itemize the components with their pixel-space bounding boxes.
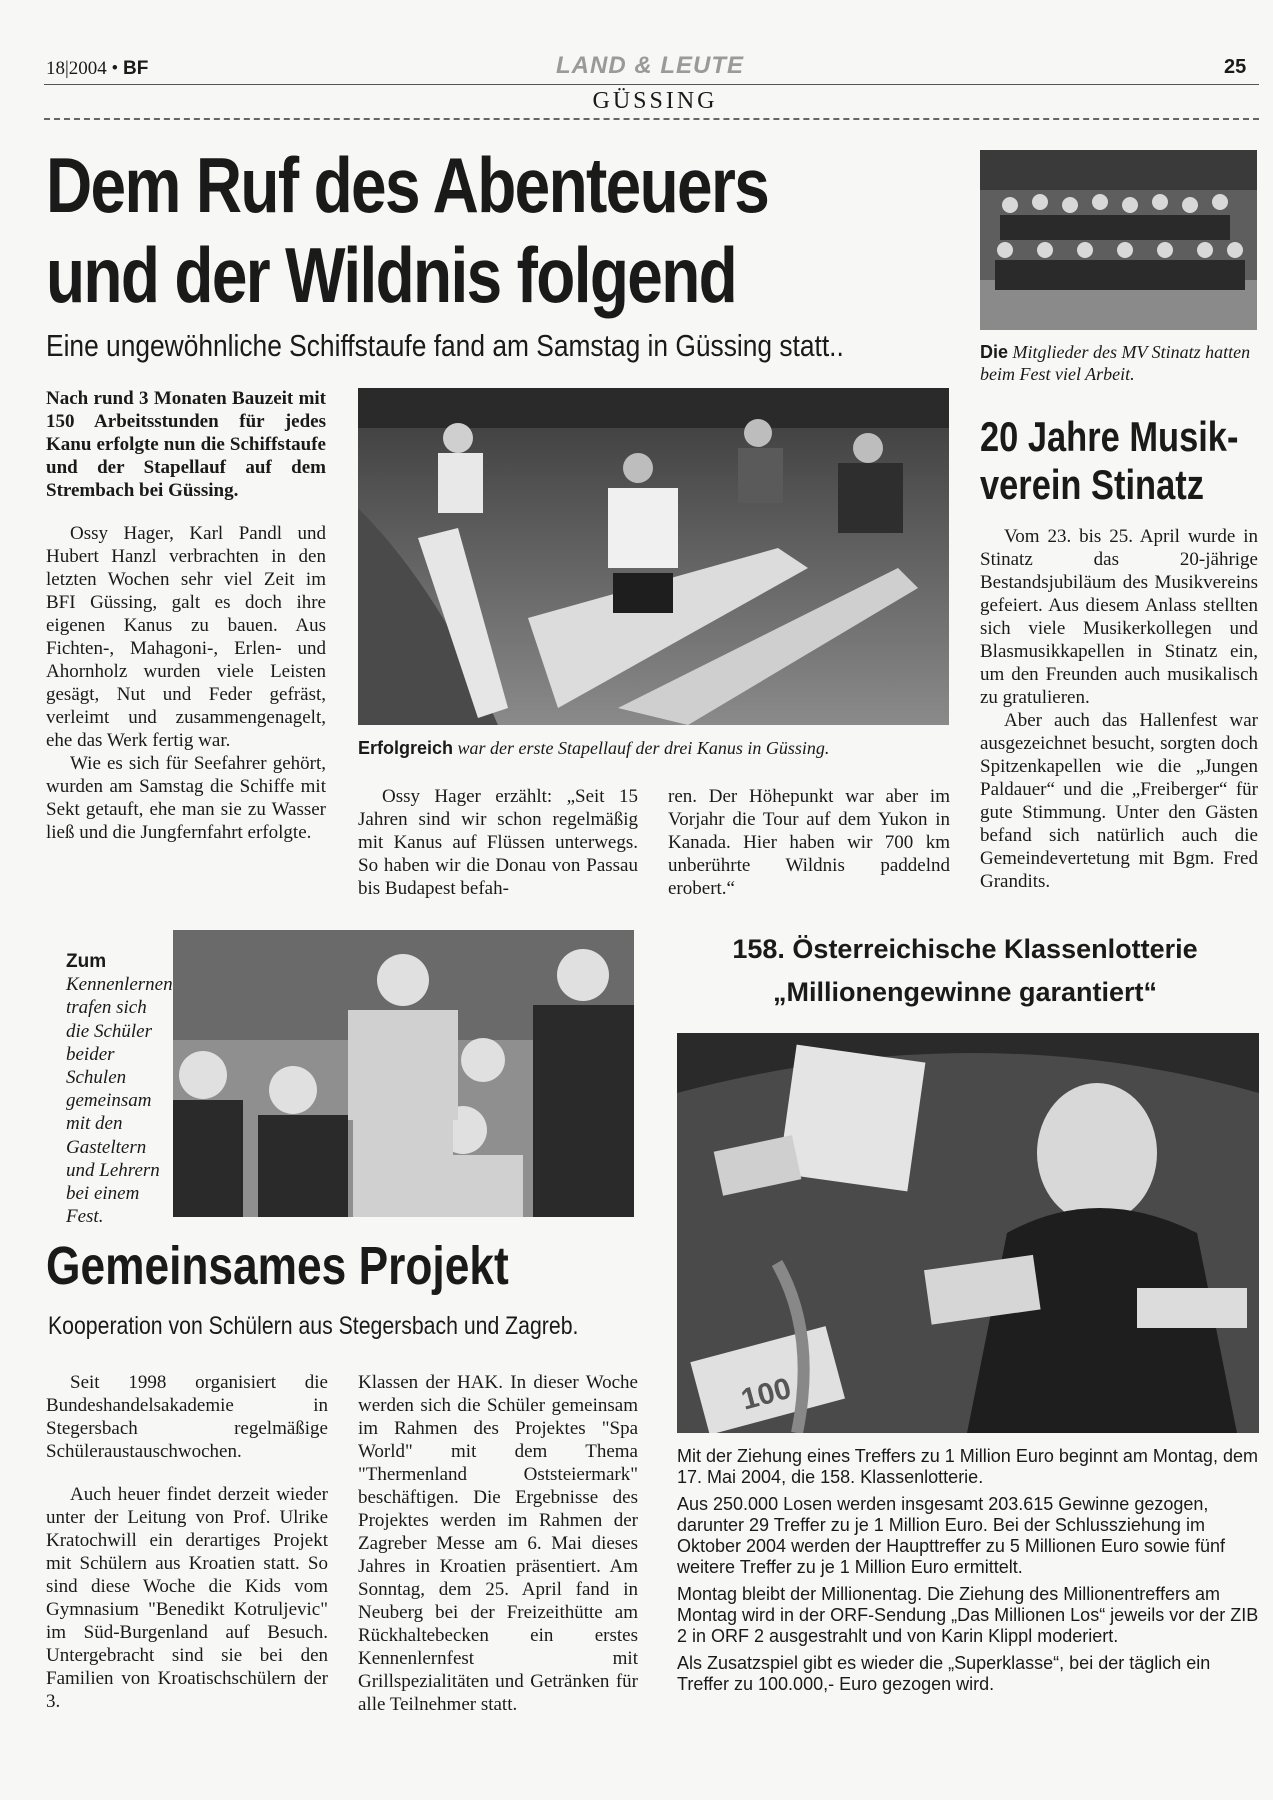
- band-photo-graphic: [980, 150, 1257, 330]
- lottery-title: [670, 934, 1260, 1008]
- article-subheadline: Eine ungewöhnliche Schiffstaufe fand am Samstag in Güssing statt..: [46, 328, 844, 363]
- headline-line: 20 Jahre Musik-: [980, 413, 1239, 460]
- article-column: [980, 525, 1258, 893]
- article-column: [358, 785, 638, 900]
- issue-number: 18|2004 •: [46, 58, 119, 79]
- caption-bold: Erfolgreich: [358, 738, 454, 758]
- article-headline: Gemeinsames Projekt: [46, 1236, 509, 1296]
- photo-caption: [980, 341, 1260, 385]
- photo-caption: [358, 737, 958, 759]
- caption-bold: Zum: [66, 951, 107, 972]
- canoe-photo-graphic: [358, 388, 949, 725]
- article-paragraph: Montag bleibt der Millionentag. Die Ziehung des Millionentreffers am Montag wird in der ORF-Sendung „Das Millionen Los“ jeweils vor der ZIB 2 in ORF 2 ausgestrahlt und von Karin Klippl moderiert.: [677, 1584, 1259, 1646]
- headline-line: Dem Ruf des Abenteuers: [46, 141, 769, 229]
- banknote-label: 100: [737, 1371, 795, 1417]
- header-rule: [44, 84, 1259, 85]
- article-column: [46, 387, 326, 844]
- section-title: GÜSSING: [592, 88, 718, 114]
- article-paragraph: Aus 250.000 Losen werden insgesamt 203.615 Gewinne gezogen, darunter 29 Treffer zu je 1 Million Euro. Bei der Schlussziehung im Oktober 2004 werden der Haupttreffer zu 5 Millionen Euro sowie fünf weitere Treffer zu je 1 Million Euro ermittelt.: [677, 1494, 1225, 1577]
- article-paragraph: Klassen der HAK. In dieser Woche werden sich die Schüler gemeinsam im Rahmen des Projektes "Spa World" mit dem Thema "Thermenland Oststeiermark" beschäftigen. Die Ergebnisse des Projektes werden im Rahmen der Zagreber Messe am 6. Mai dieses Jahres in Kroatien präsentiert. Am Sonntag, dem 25. April fand in Neuberg bei der Freizeithütte am Rückhaltebecken ein erstes Kennenlernfest mit Grillspezialitäten und Getränken für alle Teilnehmer statt.: [358, 1372, 638, 1715]
- caption-bold: Die: [980, 342, 1009, 362]
- band-photo: [980, 150, 1257, 330]
- article-headline: [46, 140, 800, 320]
- headline-line: verein Stinatz: [980, 461, 1204, 508]
- headline-line: und der Wildnis folgend: [46, 231, 737, 319]
- lottery-title-line: 158. Österreichische Klassenlotterie: [732, 934, 1198, 964]
- article-paragraph: Wie es sich für Seefahrer gehört, wurden am Samstag die Schiffe mit Sekt getauft, ehe man sie zu Wasser ließ und die Jungfernfahrt erfolgte.: [46, 753, 326, 843]
- lottery-photo: [677, 1033, 1259, 1433]
- page-number: 25: [1224, 56, 1247, 78]
- students-photo: [173, 930, 634, 1217]
- article-paragraph: Als Zusatzspiel gibt es wieder die „Superklasse“, bei der täglich ein Treffer zu 100.000,- Euro gezogen wird.: [677, 1653, 1211, 1694]
- article-column: [668, 785, 950, 900]
- article-paragraph: Vom 23. bis 25. April wurde in Stinatz das 20-jährige Bestandsjubiläum des Musikvereins gefeiert. Aus diesem Anlass stellten sich viele Musikerkollegen und Blasmusikkapellen in Stinatz ein, um den Freunden auch musikalisch zu gratulieren.: [980, 526, 1258, 708]
- article-column: [46, 1371, 328, 1713]
- photo-caption: [66, 950, 173, 1228]
- paper-name: BF: [122, 58, 149, 79]
- article-paragraph: ren. Der Höhepunkt war aber im Vorjahr die Tour auf dem Yukon in Kanada. Hier haben wir 700 km unberührte Wildnis paddelnd erobert.“: [668, 786, 950, 899]
- article-lead: Nach rund 3 Monaten Bauzeit mit 150 Arbeitsstunden für jedes Kanu erfolgte nun die Schiffstaufe und der Stapellauf auf dem Strembach bei Güssing.: [46, 388, 326, 501]
- caption-text: Mitglieder des MV Stinatz hatten beim Fest viel Arbeit.: [980, 342, 1251, 384]
- lottery-subtitle: „Millionengewinne garantiert“: [772, 977, 1158, 1007]
- article-paragraph: Ossy Hager erzählt: „Seit 15 Jahren sind wir schon regelmäßig mit Kanus auf Flüssen unterwegs. So haben wir die Donau von Passau bis Budapest befah-: [358, 786, 638, 899]
- canoe-photo: [358, 388, 949, 725]
- article-paragraph: Seit 1998 organisiert die Bundeshandelsakademie in Stegersbach regelmäßige Schüleraustauschwochen.: [46, 1372, 328, 1462]
- students-photo-graphic: [173, 930, 634, 1217]
- caption-text: war der erste Stapellauf der drei Kanus in Güssing.: [457, 738, 830, 758]
- article-paragraph: Mit der Ziehung eines Treffers zu 1 Million Euro beginnt am Montag, dem 17. Mai 2004, die 158. Klassenlotterie.: [677, 1446, 1258, 1487]
- issue-info: [46, 58, 148, 80]
- dashed-divider: [44, 118, 1259, 120]
- caption-text: Kennenlernen trafen sich die Schüler beider Schulen gemeinsam mit den Gasteltern und Lehrern bei einem Fest.: [66, 974, 173, 1228]
- article-paragraph: Aber auch das Hallenfest war ausgezeichnet besucht, sorgten doch Spitzenkapellen wie die „Jungen Paldauer“ und die „Freiberger“ für gute Stimmung. Unter den Gästen befand sich natürlich auch die Gemeindevertetung mit Bgm. Fred Grandits.: [980, 710, 1258, 892]
- article-headline: [980, 413, 1238, 509]
- lottery-photo-graphic: [677, 1033, 1259, 1433]
- article-subheadline: Kooperation von Schülern aus Stegersbach und Zagreb.: [48, 1312, 579, 1340]
- lottery-text: [677, 1446, 1259, 1701]
- article-paragraph: Ossy Hager, Karl Pandl und Hubert Hanzl verbrachten in den letzten Wochen sehr viel Zeit im BFI Güssing, galt es doch ihre eigenen Kanus zu bauen. Aus Fichten-, Mahagoni-, Erlen- und Ahornholz wurden viele Leisten gesägt, Nut und Feder gefräst, verleimt und zusammengenagelt, ehe das Werk fertig war.: [46, 523, 326, 751]
- rubric-title: LAND & LEUTE: [556, 52, 744, 79]
- article-column: [358, 1371, 638, 1716]
- article-paragraph: Auch heuer findet derzeit wieder unter der Leitung von Prof. Ulrike Kratochwill ein derartiges Projekt mit Schülern aus Kroatien statt. So sind diese Woche die Kids vom Gymnasium "Benedikt Kotruljevic" im Süd-Burgenland auf Besuch. Untergebracht sind sie bei den Familien von Kroatischschülern der 3.: [46, 1484, 328, 1712]
